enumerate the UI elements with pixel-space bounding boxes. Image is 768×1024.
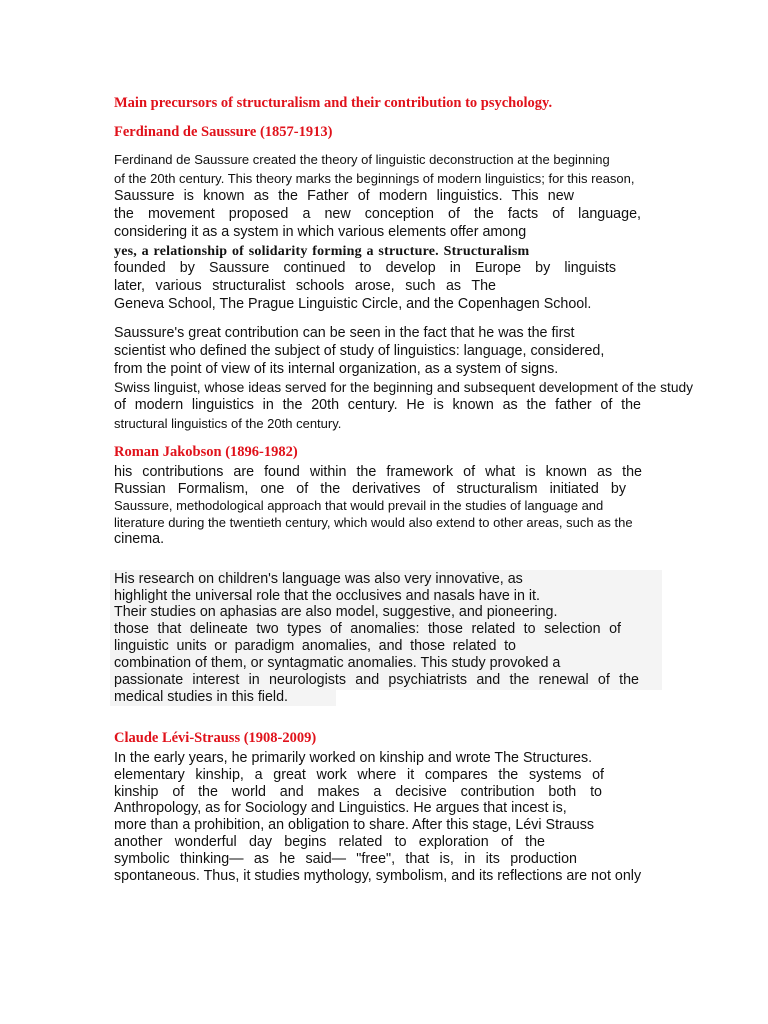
saussure-p2-line-2: scientist who defined the subject of study of linguistics: language, considered, xyxy=(114,343,605,359)
jakobson-p2-line-7: passionate interest in neurologists and psychiatrists and the renewal of the xyxy=(114,672,639,688)
jakobson-p2-line-1: His research on children's language was also very innovative, as xyxy=(114,571,523,587)
levi-strauss-line-8: spontaneous. Thus, it studies mythology, symbolism, and its reflections are not only xyxy=(114,868,642,884)
levi-strauss-line-4: Anthropology, as for Sociology and Linguistics. He argues that incest is, xyxy=(114,800,567,816)
section-heading-saussure: Ferdinand de Saussure (1857-1913) xyxy=(114,124,333,140)
saussure-p2-line-3: from the point of view of its internal organization, as a system of signs. xyxy=(114,361,559,377)
saussure-p1-line-6: yes, a relationship of solidarity forming a structure. Structuralism xyxy=(114,244,530,259)
jakobson-p1-line-1: his contributions are found within the framework of what is known as the xyxy=(114,464,642,480)
levi-strauss-line-2: elementary kinship, a great work where it compares the systems of xyxy=(114,767,604,783)
jakobson-p1-line-5: cinema. xyxy=(114,531,165,547)
levi-strauss-line-3: kinship of the world and makes a decisive contribution both to xyxy=(114,784,602,800)
levi-strauss-line-1: In the early years, he primarily worked on kinship and wrote The Structures. xyxy=(114,750,593,766)
jakobson-p2-line-5: linguistic units or paradigm anomalies, and those related to xyxy=(114,638,516,654)
jakobson-p1-line-2: Russian Formalism, one of the derivatives of structuralism initiated by xyxy=(114,481,626,497)
saussure-p1-line-1: Ferdinand de Saussure created the theory of linguistic deconstruction at the beginning xyxy=(114,152,610,167)
document-title: Main precursors of structuralism and their contribution to psychology. xyxy=(114,95,553,111)
saussure-p1-line-3: Saussure is known as the Father of modern linguistics. This new xyxy=(114,188,574,204)
jakobson-p2-line-8: medical studies in this field. xyxy=(114,689,289,705)
section-heading-levi-strauss: Claude Lévi-Strauss (1908-2009) xyxy=(114,730,317,746)
saussure-p2-line-6: structural linguistics of the 20th century. xyxy=(114,416,342,431)
jakobson-p2-line-6: combination of them, or syntagmatic anomalies. This study provoked a xyxy=(114,655,561,671)
saussure-p1-line-4: the movement proposed a new conception of the facts of language, xyxy=(114,206,641,222)
jakobson-p2-line-4: those that delineate two types of anomalies: those related to selection of xyxy=(114,621,621,637)
saussure-p1-line-8: later, various structuralist schools arose, such as The xyxy=(114,278,496,294)
saussure-p1-line-7: founded by Saussure continued to develop in Europe by linguists xyxy=(114,260,616,276)
saussure-p1-line-5: considering it as a system in which various elements offer among xyxy=(114,224,527,240)
section-heading-jakobson: Roman Jakobson (1896-1982) xyxy=(114,444,298,460)
saussure-p2-line-4: Swiss linguist, whose ideas served for the beginning and subsequent development of the study xyxy=(114,380,694,395)
saussure-p2-line-5: of modern linguistics in the 20th century. He is known as the father of the xyxy=(114,397,641,413)
jakobson-p1-line-3: Saussure, methodological approach that would prevail in the studies of language and xyxy=(114,498,604,513)
levi-strauss-line-7: symbolic thinking— as he said— "free", that is, in its production xyxy=(114,851,577,867)
saussure-p1-line-2: of the 20th century. This theory marks the beginnings of modern linguistics; for this reason, xyxy=(114,171,635,186)
levi-strauss-line-6: another wonderful day begins related to exploration of the xyxy=(114,834,545,850)
jakobson-p2-line-3: Their studies on aphasias are also model, suggestive, and pioneering. xyxy=(114,604,558,620)
saussure-p2-line-1: Saussure's great contribution can be seen in the fact that he was the first xyxy=(114,325,575,341)
saussure-p1-line-9: Geneva School, The Prague Linguistic Circle, and the Copenhagen School. xyxy=(114,296,592,312)
jakobson-p1-line-4: literature during the twentieth century, which would also extend to other areas, such as the xyxy=(114,515,633,530)
levi-strauss-line-5: more than a prohibition, an obligation to share. After this stage, Lévi Strauss xyxy=(114,817,595,833)
jakobson-p2-line-2: highlight the universal role that the occlusives and nasals have in it. xyxy=(114,588,540,604)
